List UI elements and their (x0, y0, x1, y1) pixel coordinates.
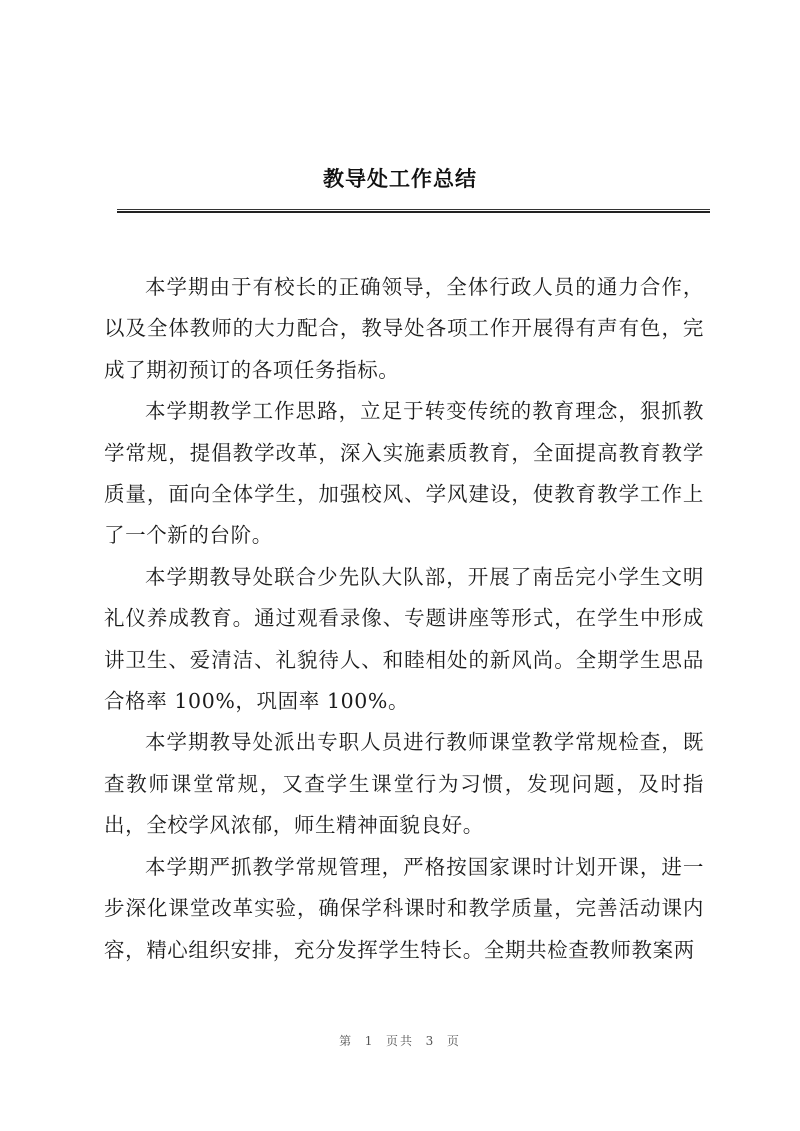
document-body (104, 267, 704, 971)
paragraph-1: 本学期由于有校长的正确领导，全体行政人员的通力合作，以及全体教师的大力配合，教导处各项工作开展得有声有色，完成了期初预订的各项任务指标。 (104, 275, 704, 382)
document-title: 教导处工作总结 (323, 167, 477, 191)
paragraph-3: 本学期教导处联合少先队大队部，开展了南岳完小学生文明礼仪养成教育。通过观看录像、专题讲座等形式，在学生中形成讲卫生、爱清洁、礼貌待人、和睦相处的新风尚。全期学生思品合格率 100%，巩固率 100%。 (104, 564, 704, 714)
page-footer: 第 1 页共 3 页 (339, 1034, 461, 1048)
paragraph-4: 本学期教导处派出专职人员进行教师课堂教学常规检查，既查教师课堂常规，又查学生课堂行为习惯，发现问题，及时指出，全校学风浓郁，师生精神面貌良好。 (104, 730, 704, 838)
title-divider (117, 209, 710, 213)
paragraph-2: 本学期教学工作思路，立足于转变传统的教育理念，狠抓教学常规，提倡教学改革，深入实施素质教育，全面提高教育教学质量，面向全体学生，加强校风、学风建设，使教育教学工作上了一个新的台阶。 (104, 399, 704, 548)
paragraph-5: 本学期严抓教学常规管理，严格按国家课时计划开课，进一步深化课堂改革实验，确保学科课时和教学质量，完善活动课内容，精心组织安排，充分发挥学生特长。全期共检查教师教案两 (104, 854, 704, 962)
